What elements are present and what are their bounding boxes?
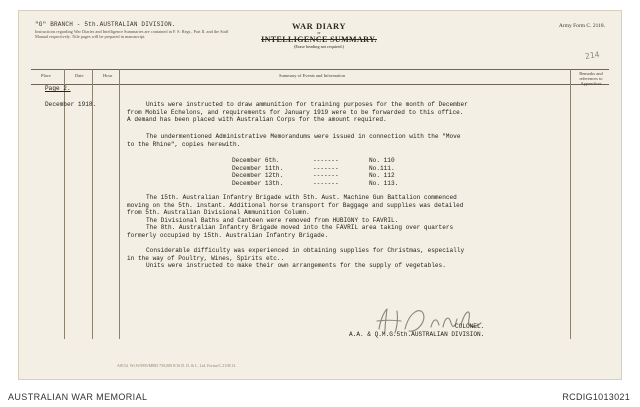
- memo-dash: -------: [313, 172, 339, 179]
- struck-subtitle: INTELLIGENCE SUMMARY.: [261, 35, 377, 44]
- memo-number: No. 112: [369, 172, 395, 179]
- header-left-block: [35, 21, 235, 39]
- subtitle-note: (Erase heading not required.): [293, 44, 345, 49]
- paragraph-line: Units were instructed to make their own arrangements for the supply of vegetables.: [146, 262, 446, 269]
- paragraph-line: Units were instructed to draw ammunition for training purposes for the month of December: [146, 101, 468, 108]
- memo-date: December 11th.: [232, 164, 284, 172]
- memo-date: December 12th.: [232, 172, 284, 179]
- column-rule: [92, 69, 93, 339]
- pencil-folio-number: 214: [583, 50, 600, 61]
- memo-number: No. 110: [369, 157, 395, 164]
- col-date: Date: [75, 73, 84, 78]
- paragraph-line: to the Rhine", copies herewith.: [127, 140, 241, 148]
- branch-heading: "G" BRANCH - 5th.AUSTRALIAN DIVISION.: [35, 21, 176, 28]
- war-diary-page: [18, 10, 622, 380]
- title-or: or: [317, 30, 321, 35]
- signatory-rank: COLONEL.: [455, 323, 485, 330]
- memo-date: December 13th.: [232, 179, 284, 187]
- column-headings: [31, 69, 609, 85]
- paragraph-line: A demand has been placed with Australian Corps for the amount required.: [127, 116, 387, 123]
- column-rule: [119, 69, 120, 339]
- paragraph-line: The 8th. Australian Infantry Brigade moved into the FAVRIL area taking over quarters: [146, 224, 454, 231]
- diary-title-block: [224, 21, 414, 49]
- paragraph-line: formerly occupied by 15th. Australian Infantry Brigade.: [127, 231, 329, 239]
- col-remarks: Remarks and references to Appendices: [579, 71, 603, 86]
- signatory-appointment: A.A. & Q.M.G.5th.AUSTRALIAN DIVISION.: [349, 331, 485, 338]
- archive-credit: AUSTRALIAN WAR MEMORIAL: [8, 392, 148, 402]
- memo-dash: -------: [313, 157, 339, 164]
- memo-dash: -------: [313, 179, 339, 187]
- column-rule: [570, 69, 571, 339]
- memo-dash: -------: [313, 164, 339, 172]
- page-label: Page 2.: [45, 85, 71, 92]
- paragraph-line: The 15th. Australian Infantry Brigade with 5th. Aust. Machine Gun Battalion commenced: [146, 194, 457, 201]
- memo-number: No. 113.: [369, 179, 399, 187]
- col-place: Place: [41, 73, 51, 78]
- col-summary: Summary of Events and Information: [279, 73, 345, 78]
- paragraph-line: in the way of Poultry, Wines, Spirits etc..: [127, 254, 285, 262]
- printer-imprint: A8154. Wt.W3995/M883 750,000 8/16 D. D. & L. Ltd. Forms/C.2118/13.: [117, 363, 237, 368]
- date-entry: December 1918.: [45, 101, 97, 108]
- memo-date: December 6th.: [232, 157, 280, 164]
- record-id: RCDIG1013021: [562, 392, 630, 402]
- paragraph-line: from 5th. Australian Divisional Ammunition Column.: [127, 209, 310, 216]
- memo-number: No.111.: [369, 164, 395, 172]
- paragraph-line: moving on the 5th. instant. Additional horse transport for Baggage and supplies was detailed: [127, 201, 464, 209]
- diary-title: WAR DIARY: [291, 21, 347, 31]
- col-hour: Hour: [103, 73, 113, 78]
- paragraph-line: from Mobile Echelons, and requirements for January 1919 were to be forwarded to this office.: [127, 108, 464, 116]
- paragraph-line: Considerable difficulty was experienced in obtaining supplies for Christmas, especially: [146, 247, 465, 254]
- instructions-note: Instructions regarding War Diaries and Intelligence Summaries are contained in F. S. Regs., Part II. and the Staff Manual respectively. Title pages will be prepared in manuscript.: [35, 29, 229, 39]
- paragraph-line: The Divisional Baths and Canteen were removed from HUBIGNY to FAVRIL.: [146, 216, 399, 224]
- paragraph-line: The undermentioned Administrative Memorandums were issued in connection with the "Move: [146, 133, 461, 140]
- army-form-number: Army Form C. 2118.: [558, 23, 605, 29]
- column-rule: [64, 69, 65, 339]
